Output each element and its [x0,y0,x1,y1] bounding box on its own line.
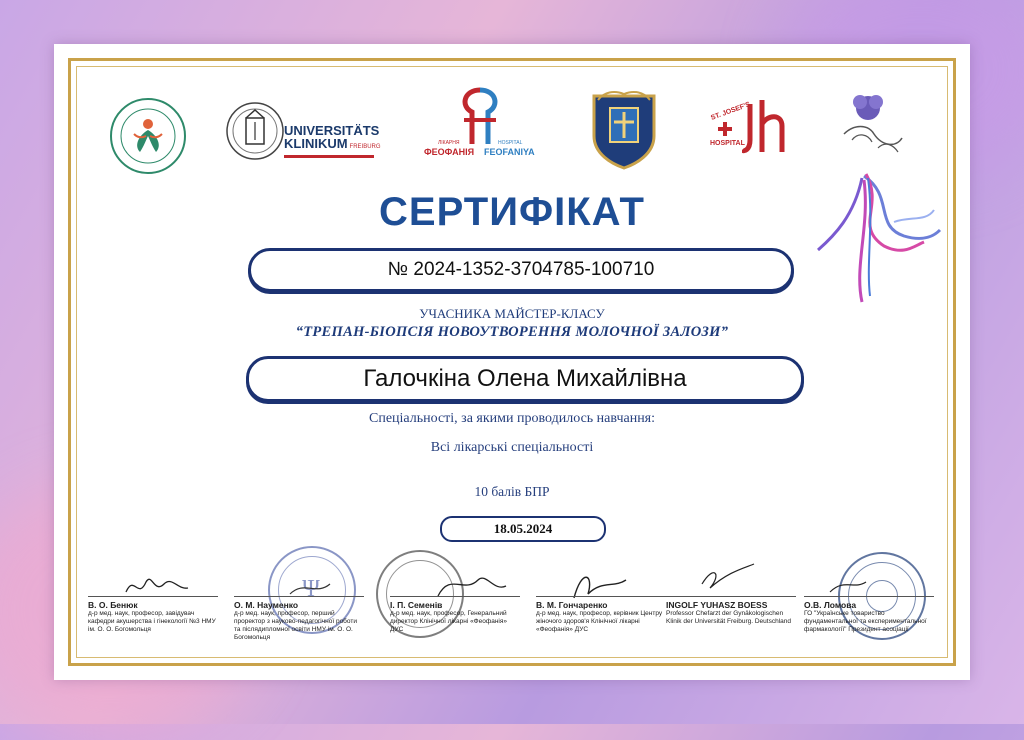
certificate-paper [54,44,970,680]
feofania-right-small: HOSPITAL [498,140,523,146]
signatory-title: д-р мед. наук, професор, завідувач кафедри акушерства і гінекології №3 НМУ ім. О. О. Богомольця [88,610,216,633]
st-josefs-hospital-logo [710,96,790,166]
cme-points: 10 балів БПР [474,484,550,499]
freiburg-line3: FREIBURG [349,144,381,150]
signatory-name: І. П. Семенів [390,600,443,610]
freiburg-line2: KLINIKUM [284,136,348,151]
certificate-number: № 2024-1352-3704785-100710 [248,248,794,292]
feofania-logo [422,86,542,166]
participant-name: Галочкіна Олена Михайлівна [246,356,804,402]
signatory-title: ГО "Українське товариство фундаментальної та експериментальної фармакології" Президент асоціації [804,610,927,633]
signatory-title: д-р мед. наук, професор, перший проректор з науково-педагогічної роботи та післядипломної освіти НМУ ім. О. О. Богомольця [234,610,357,641]
university-crest-logo [584,88,664,170]
feofania-left: ФЕОФАНІЯ [424,147,475,157]
flower-emblem-logo [838,90,908,160]
participant-subtitle: УЧАСНИКА МАЙСТЕР-КЛАСУ [419,306,605,321]
signature-block-5 [666,596,796,626]
signatory-name: О.В. Ломова [804,600,857,610]
feofania-right: FEOFANIYA [484,147,535,157]
signatory-name: В. М. Гончаренко [536,600,608,610]
signatory-title: д-р мед. наук, професор, Генеральний директор Клінічної лікарні «Феофанія» ДУС [390,610,507,633]
st-josefs-text1: ST. JOSEF'S [710,101,752,122]
hospital-cross-icon [718,122,732,136]
signatory-title: д-р мед. наук, професор, керівник Центру жіночого здоров'я Клінічної лікарні «Феофанія» ДУС [536,610,663,633]
specialties-label: Спеціальності, за якими проводилось навчання: [368,411,656,426]
freiburg-line1: UNIVERSITÄTS [284,123,380,138]
signature-block-3 [390,596,520,634]
trident-icon: Ψ [302,576,320,602]
signatory-title: Professor Chefarzt der Gynäkologischen Klinik der Universität Freiburg. Deutschland [666,610,791,625]
signature-block-2 [234,596,364,642]
certificate-title: СЕРТИФІКАТ [379,190,645,234]
ribbon-decoration [814,166,944,306]
specialties-value: Всі лікарські спеціальності [430,440,594,455]
signatory-name: О. М. Науменко [234,600,299,610]
association-logo [108,96,188,176]
signature-block-6 [804,596,934,634]
certificate-date: 18.05.2024 [440,516,606,542]
freiburg-logo [226,94,381,174]
course-title: “ТРЕПАН-БІОПСІЯ НОВОУТВОРЕННЯ МОЛОЧНОЇ ЗАЛОЗИ” [295,324,729,340]
signature-block-4 [536,596,666,634]
signature-block-1 [88,596,218,634]
signatory-name: INGOLF YUHASZ BOESS [666,600,768,610]
st-josefs-text2: HOSPITAL [710,140,745,147]
signatory-name: В. О. Бенюк [88,600,138,610]
feofania-left-small: ЛІКАРНЯ [438,140,460,146]
